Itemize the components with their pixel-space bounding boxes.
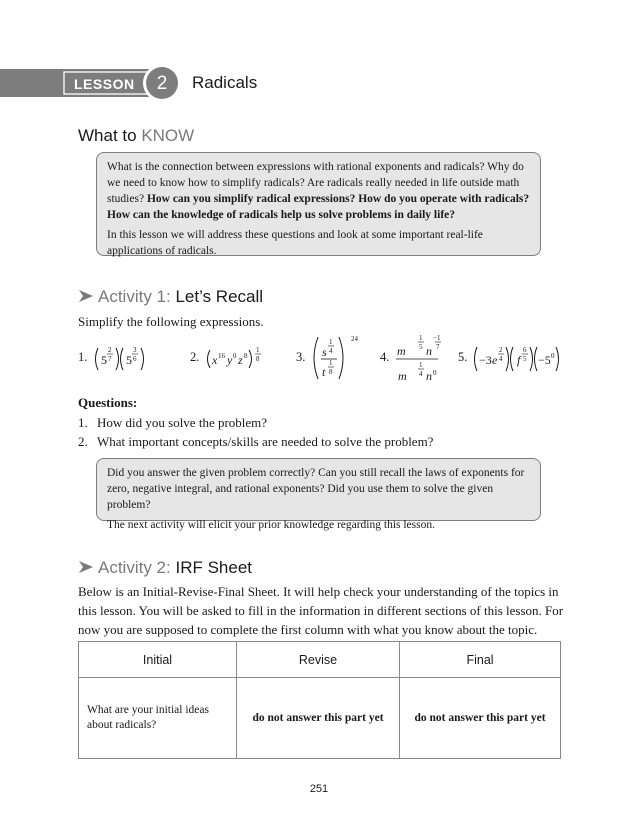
questions-heading: Questions: xyxy=(78,395,138,410)
arrow-icon xyxy=(78,560,94,574)
svg-text:x: x xyxy=(212,353,218,367)
svg-text:s: s xyxy=(322,345,327,359)
svg-text:5: 5 xyxy=(419,343,423,351)
svg-text:z: z xyxy=(238,353,243,367)
irf-final-cell: do not answer this part yet xyxy=(400,678,561,759)
irf-body-row xyxy=(79,678,561,759)
question-1: 1. How did you solve the problem? xyxy=(78,415,268,430)
question-2: 2. What important concepts/skills are needed to solve the problem? xyxy=(78,434,434,449)
svg-text:8: 8 xyxy=(256,355,260,363)
svg-text:16: 16 xyxy=(218,352,225,360)
wtk-bold-questions: How can you simplify radical expressions? How do you operate with radicals? How can the knowledge of radicals help us solve problems in daily life? xyxy=(107,193,530,221)
expression-3: 3. s 1 4 t 1 8 24 xyxy=(296,335,358,379)
activity1-reflection-box xyxy=(96,458,541,531)
irf-header-revise: Revise xyxy=(237,642,400,678)
svg-text:m: m xyxy=(397,344,406,358)
svg-text:2: 2 xyxy=(108,346,112,354)
svg-text:y: y xyxy=(227,353,233,367)
lesson-title: Radicals xyxy=(192,73,258,92)
svg-text:8: 8 xyxy=(244,352,248,360)
svg-text:n: n xyxy=(426,344,432,358)
svg-text:−3: −3 xyxy=(479,353,492,367)
activity1-heading: Activity 1: Let’s Recall xyxy=(78,287,263,307)
svg-text:7: 7 xyxy=(108,355,112,363)
svg-text:f: f xyxy=(517,353,521,367)
svg-text:5: 5 xyxy=(126,353,132,367)
svg-text:5: 5 xyxy=(523,355,527,363)
irf-revise-cell: do not answer this part yet xyxy=(237,678,400,759)
svg-text:0: 0 xyxy=(433,369,437,377)
svg-text:n: n xyxy=(426,369,432,383)
irf-header-initial: Initial xyxy=(79,642,237,678)
svg-text:−1: −1 xyxy=(433,334,441,342)
wtk-intro: What is the connection between expressions with rational exponents and radicals? Why do we need to know how to simplify radicals? Are radicals really needed in life outside math studies? xyxy=(107,161,524,205)
svg-text:24: 24 xyxy=(351,335,358,343)
lesson-label: LESSON xyxy=(74,76,135,92)
svg-text:4: 4 xyxy=(419,370,423,378)
svg-text:1: 1 xyxy=(419,361,423,369)
expression-5: 5. −3 e 2 4 f 6 5 −5 0 xyxy=(458,336,564,380)
svg-text:1: 1 xyxy=(256,346,260,354)
svg-text:6: 6 xyxy=(523,346,527,354)
reflection-paragraph-1: Did you answer the given problem correctly? Can you still recall the laws of exponents for zero, negative integral, and rational exponents? Did you use them to solve the given problem? xyxy=(107,467,525,511)
svg-text:t: t xyxy=(322,365,326,379)
expression-1: 1. 5 2 7 5 3 6 xyxy=(78,336,168,380)
svg-text:0: 0 xyxy=(551,352,555,360)
reflection-paragraph-2: The next activity will elicit your prior knowledge regarding this lesson. xyxy=(107,519,435,531)
svg-text:1: 1 xyxy=(329,338,333,346)
irf-table xyxy=(78,641,561,759)
expression-4: 4. 1 5 −1 7 m n 1 4 m n 0 xyxy=(380,334,441,383)
irf-header-final: Final xyxy=(400,642,561,678)
what-to-know-heading: What to KNOW xyxy=(78,126,195,145)
what-to-know-box xyxy=(96,152,541,256)
page-number: 251 xyxy=(309,783,329,795)
svg-text:4: 4 xyxy=(329,347,333,355)
lesson-number: 2 xyxy=(156,73,168,94)
expression-2: 2. x 16 y 0 z 8 1 8 xyxy=(190,346,260,367)
svg-text:3: 3 xyxy=(133,346,137,354)
arrow-icon xyxy=(78,289,94,303)
svg-text:5: 5 xyxy=(101,353,107,367)
svg-text:2: 2 xyxy=(499,346,503,354)
svg-text:m: m xyxy=(398,369,407,383)
activity2-description: Below is an Initial-Revise-Final Sheet. It will help check your understanding of the topics in this lesson. You will be asked to fill in the information in different sections of this lesson. For now you are supposed to complete the first column with what you know about the topic. xyxy=(78,584,564,637)
svg-text:1: 1 xyxy=(329,359,333,367)
svg-text:e: e xyxy=(492,353,498,367)
svg-text:1: 1 xyxy=(419,334,423,342)
activity1-instruction: Simplify the following expressions. xyxy=(78,314,264,329)
svg-text:8: 8 xyxy=(329,368,333,376)
svg-text:7: 7 xyxy=(436,343,440,351)
activity2-heading: Activity 2: IRF Sheet xyxy=(78,558,252,578)
svg-text:0: 0 xyxy=(233,352,237,360)
svg-text:4: 4 xyxy=(499,355,503,363)
irf-header-row xyxy=(79,642,561,678)
wtk-paragraph-2: In this lesson we will address these questions and look at some important real-life applications of radicals. xyxy=(107,229,483,257)
irf-initial-cell[interactable]: What are your initial ideas about radicals? xyxy=(79,678,237,759)
svg-text:−5: −5 xyxy=(538,353,551,367)
svg-text:6: 6 xyxy=(133,355,137,363)
